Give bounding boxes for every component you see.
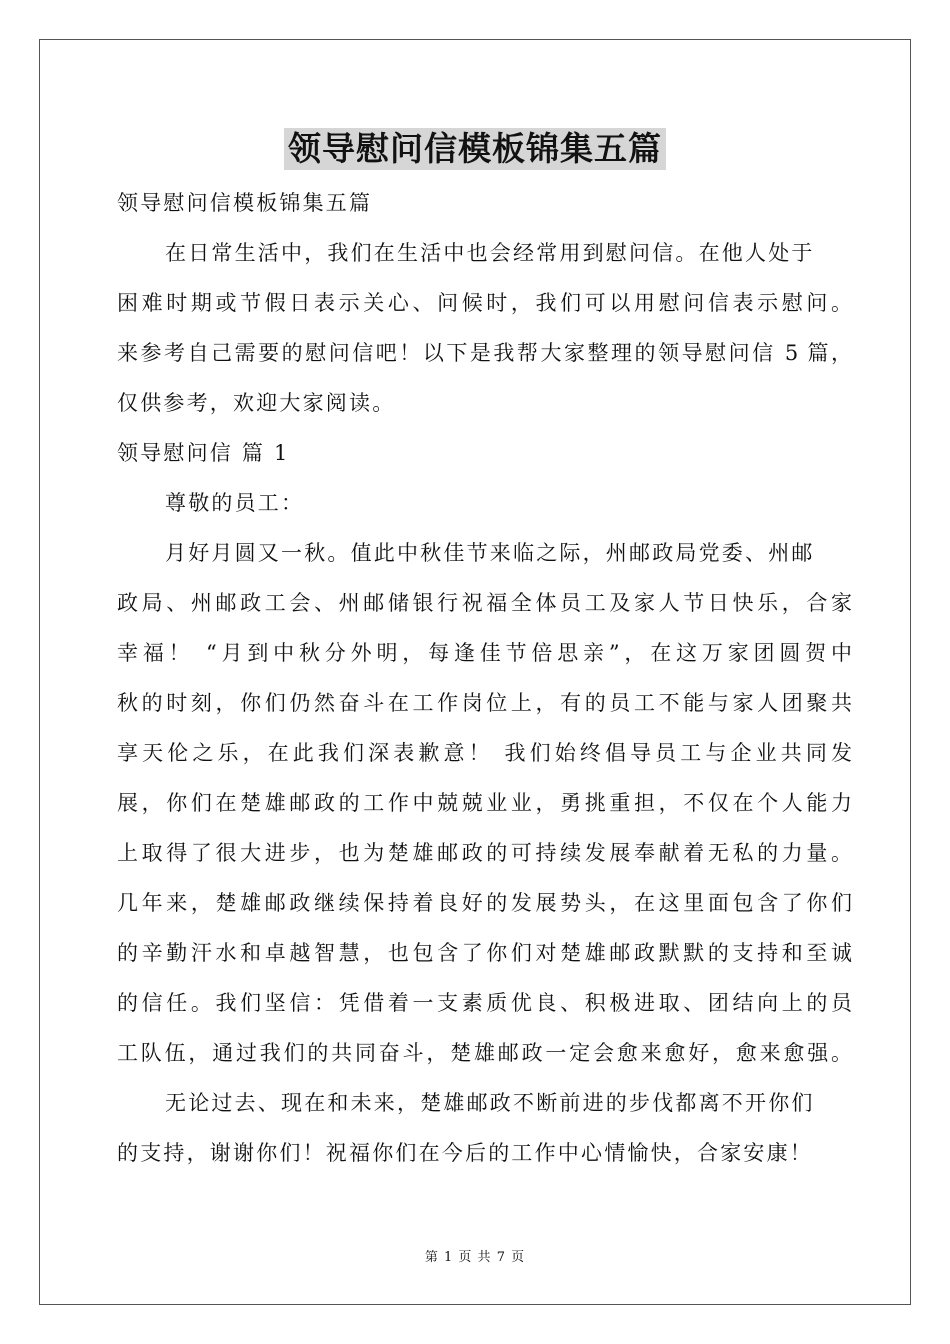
intro-line-3: 来参考自己需要的慰问信吧！以下是我帮大家整理的领导慰问信 5 篇，: [117, 341, 852, 365]
body-line-5: 享天伦之乐，在此我们深表歉意！ 我们始终倡导员工与企业共同发: [117, 741, 852, 765]
intro-line-4: 仅供参考，欢迎大家阅读。: [117, 391, 396, 415]
document-body: [117, 178, 852, 1178]
body-line-7: 上取得了很大进步，也为楚雄邮政的可持续发展奉献着无私的力量。: [117, 841, 852, 865]
subtitle-line: 领导慰问信模板锦集五篇: [117, 191, 373, 215]
section-heading: 领导慰问信 篇 1: [117, 441, 290, 465]
intro-line-2: 困难时期或节假日表示关心、问候时，我们可以用慰问信表示慰问。: [117, 291, 852, 315]
page-number: 第 1 页 共 7 页: [424, 1250, 526, 1265]
body-line-1: 月好月圆又一秋。值此中秋佳节来临之际，州邮政局党委、州邮: [165, 541, 815, 565]
body-line-9: 的辛勤汗水和卓越智慧，也包含了你们对楚雄邮政默默的支持和至诚: [117, 941, 852, 965]
body-line-10: 的信任。我们坚信：凭借着一支素质优良、积极进取、团结向上的员: [117, 991, 852, 1015]
body-line-6: 展，你们在楚雄邮政的工作中兢兢业业，勇挑重担，不仅在个人能力: [117, 791, 852, 815]
body-line-11: 工队伍，通过我们的共同奋斗，楚雄邮政一定会愈来愈好，愈来愈强。: [117, 1041, 852, 1065]
body-line-4: 秋的时刻，你们仍然奋斗在工作岗位上，有的员工不能与家人团聚共: [117, 691, 852, 715]
title-container: [0, 128, 950, 170]
closing-line-1: 无论过去、现在和未来，楚雄邮政不断前进的步伐都离不开你们: [165, 1091, 815, 1115]
salutation: 尊敬的员工：: [165, 491, 305, 515]
document-title: 领导慰问信模板锦集五篇: [284, 128, 666, 170]
body-line-2: 政局、州邮政工会、州邮储银行祝福全体员工及家人节日快乐，合家: [117, 591, 852, 615]
closing-line-2: 的支持，谢谢你们！祝福你们在今后的工作中心情愉快，合家安康！: [117, 1141, 813, 1165]
body-line-8: 几年来，楚雄邮政继续保持着良好的发展势头，在这里面包含了你们: [117, 891, 852, 915]
body-line-3: 幸福！ “月到中秋分外明，每逢佳节倍思亲”，在这万家团圆贺中: [117, 641, 852, 665]
intro-line-1: 在日常生活中，我们在生活中也会经常用到慰问信。在他人处于: [165, 241, 815, 265]
